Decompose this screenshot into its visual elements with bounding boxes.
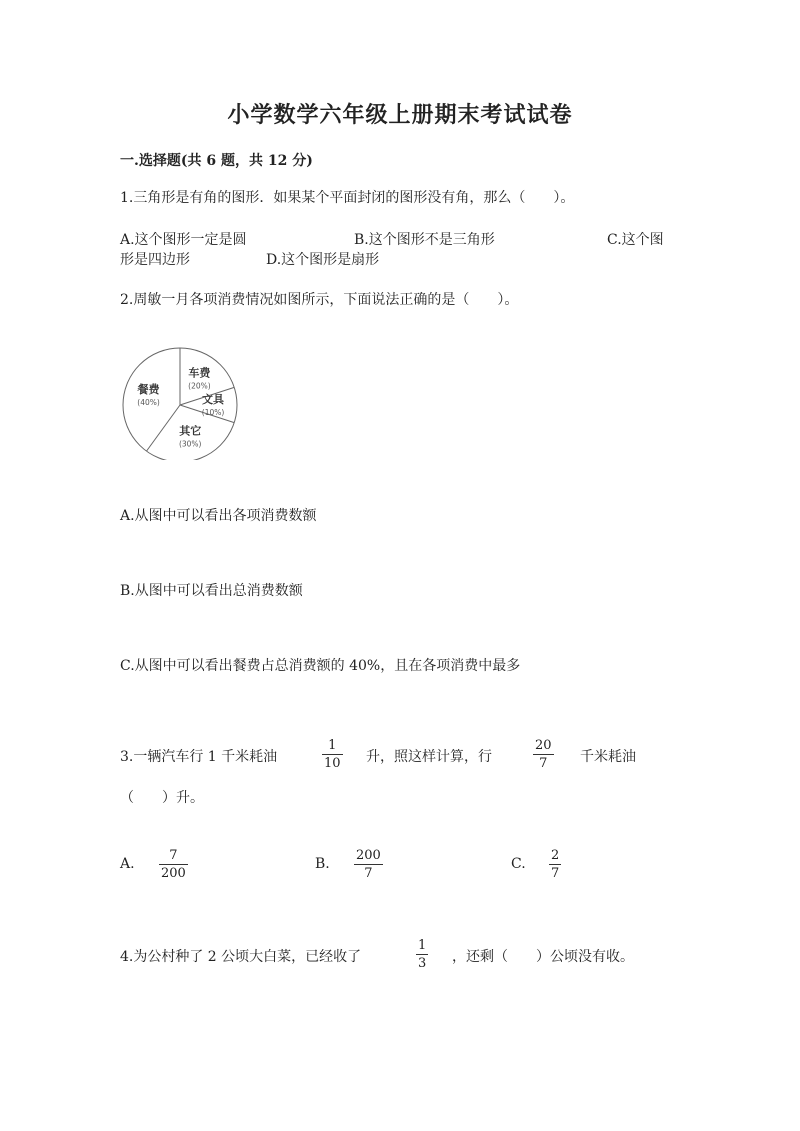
q3-text-line2: （ ）升。 — [120, 790, 204, 806]
q1-option-a: A.这个图形一定是圆 — [120, 232, 247, 248]
fraction-denominator: 7 — [364, 866, 373, 881]
fraction-bar — [322, 754, 343, 755]
fraction-numerator: 7 — [169, 848, 178, 863]
pie-slice-percent: (20%) — [188, 381, 211, 391]
q3-option-c-fraction — [549, 848, 561, 881]
fraction-denominator: 200 — [161, 866, 186, 881]
q3-fraction-2 — [533, 738, 554, 771]
q4-text-part1: 4.为公村种了 2 公顷大白菜，已经收了 — [120, 949, 362, 965]
fraction-bar — [159, 864, 188, 865]
section-heading: 一.选择题(共 6 题，共 12 分) — [120, 153, 313, 169]
q1-option-c-line2: 形是四边形 — [120, 252, 190, 268]
fraction-bar — [354, 864, 383, 865]
fraction-denominator: 10 — [324, 756, 341, 771]
pie-slice-label: 文具 — [202, 393, 225, 406]
q2-option-a: A.从图中可以看出各项消费数额 — [120, 508, 317, 524]
q3-option-c-label: C. — [511, 856, 526, 872]
q3-text-part3: 千米耗油 — [580, 749, 636, 765]
q2-stem: 2.周敏一月各项消费情况如图所示，下面说法正确的是（ ）。 — [120, 292, 519, 308]
fraction-denominator: 3 — [418, 956, 427, 971]
fraction-numerator: 200 — [356, 848, 381, 863]
fraction-numerator: 1 — [328, 738, 337, 753]
q1-option-d: D.这个图形是扇形 — [266, 252, 380, 268]
fraction-bar — [549, 864, 561, 865]
q3-option-b-label: B. — [315, 856, 330, 872]
fraction-numerator: 20 — [535, 738, 552, 753]
q3-text-part1: 3.一辆汽车行 1 千米耗油 — [120, 749, 278, 765]
pie-slice-label: 其它 — [179, 424, 202, 438]
pie-slice-percent: (30%) — [178, 439, 202, 449]
pie-slice-percent: (40%) — [137, 397, 160, 407]
consumption-pie-chart — [118, 340, 238, 460]
fraction-numerator: 1 — [418, 938, 427, 953]
fraction-numerator: 2 — [551, 848, 560, 863]
fraction-denominator: 7 — [551, 866, 560, 881]
q3-option-a-label: A. — [120, 856, 135, 872]
pie-divider-3 — [146, 405, 180, 451]
q4-text-part2: ，还剩（ ）公顷没有收。 — [452, 949, 634, 965]
q1-option-b: B.这个图形不是三角形 — [354, 232, 495, 248]
page-title: 小学数学六年级上册期末考试试卷 — [227, 102, 573, 128]
q4-fraction — [416, 938, 428, 971]
q1-option-c-line1: C.这个图 — [607, 232, 664, 248]
pie-slice-label: 餐费 — [137, 382, 160, 396]
fraction-denominator: 7 — [539, 756, 548, 771]
q3-option-b-fraction — [354, 848, 383, 881]
fraction-bar — [416, 954, 428, 955]
q3-option-a-fraction — [159, 848, 188, 881]
q2-option-b: B.从图中可以看出总消费数额 — [120, 583, 303, 599]
q2-option-c: C.从图中可以看出餐费占总消费额的 40%，且在各项消费中最多 — [120, 658, 521, 674]
pie-slice-percent: (10%) — [201, 408, 225, 417]
q3-fraction-1 — [322, 738, 343, 771]
q1-stem: 1.三角形是有角的图形．如果某个平面封闭的图形没有角，那么（ ）。 — [120, 190, 575, 206]
q3-text-part2: 升，照这样计算，行 — [366, 749, 492, 765]
fraction-bar — [533, 754, 554, 755]
pie-slice-label: 车费 — [188, 366, 211, 380]
